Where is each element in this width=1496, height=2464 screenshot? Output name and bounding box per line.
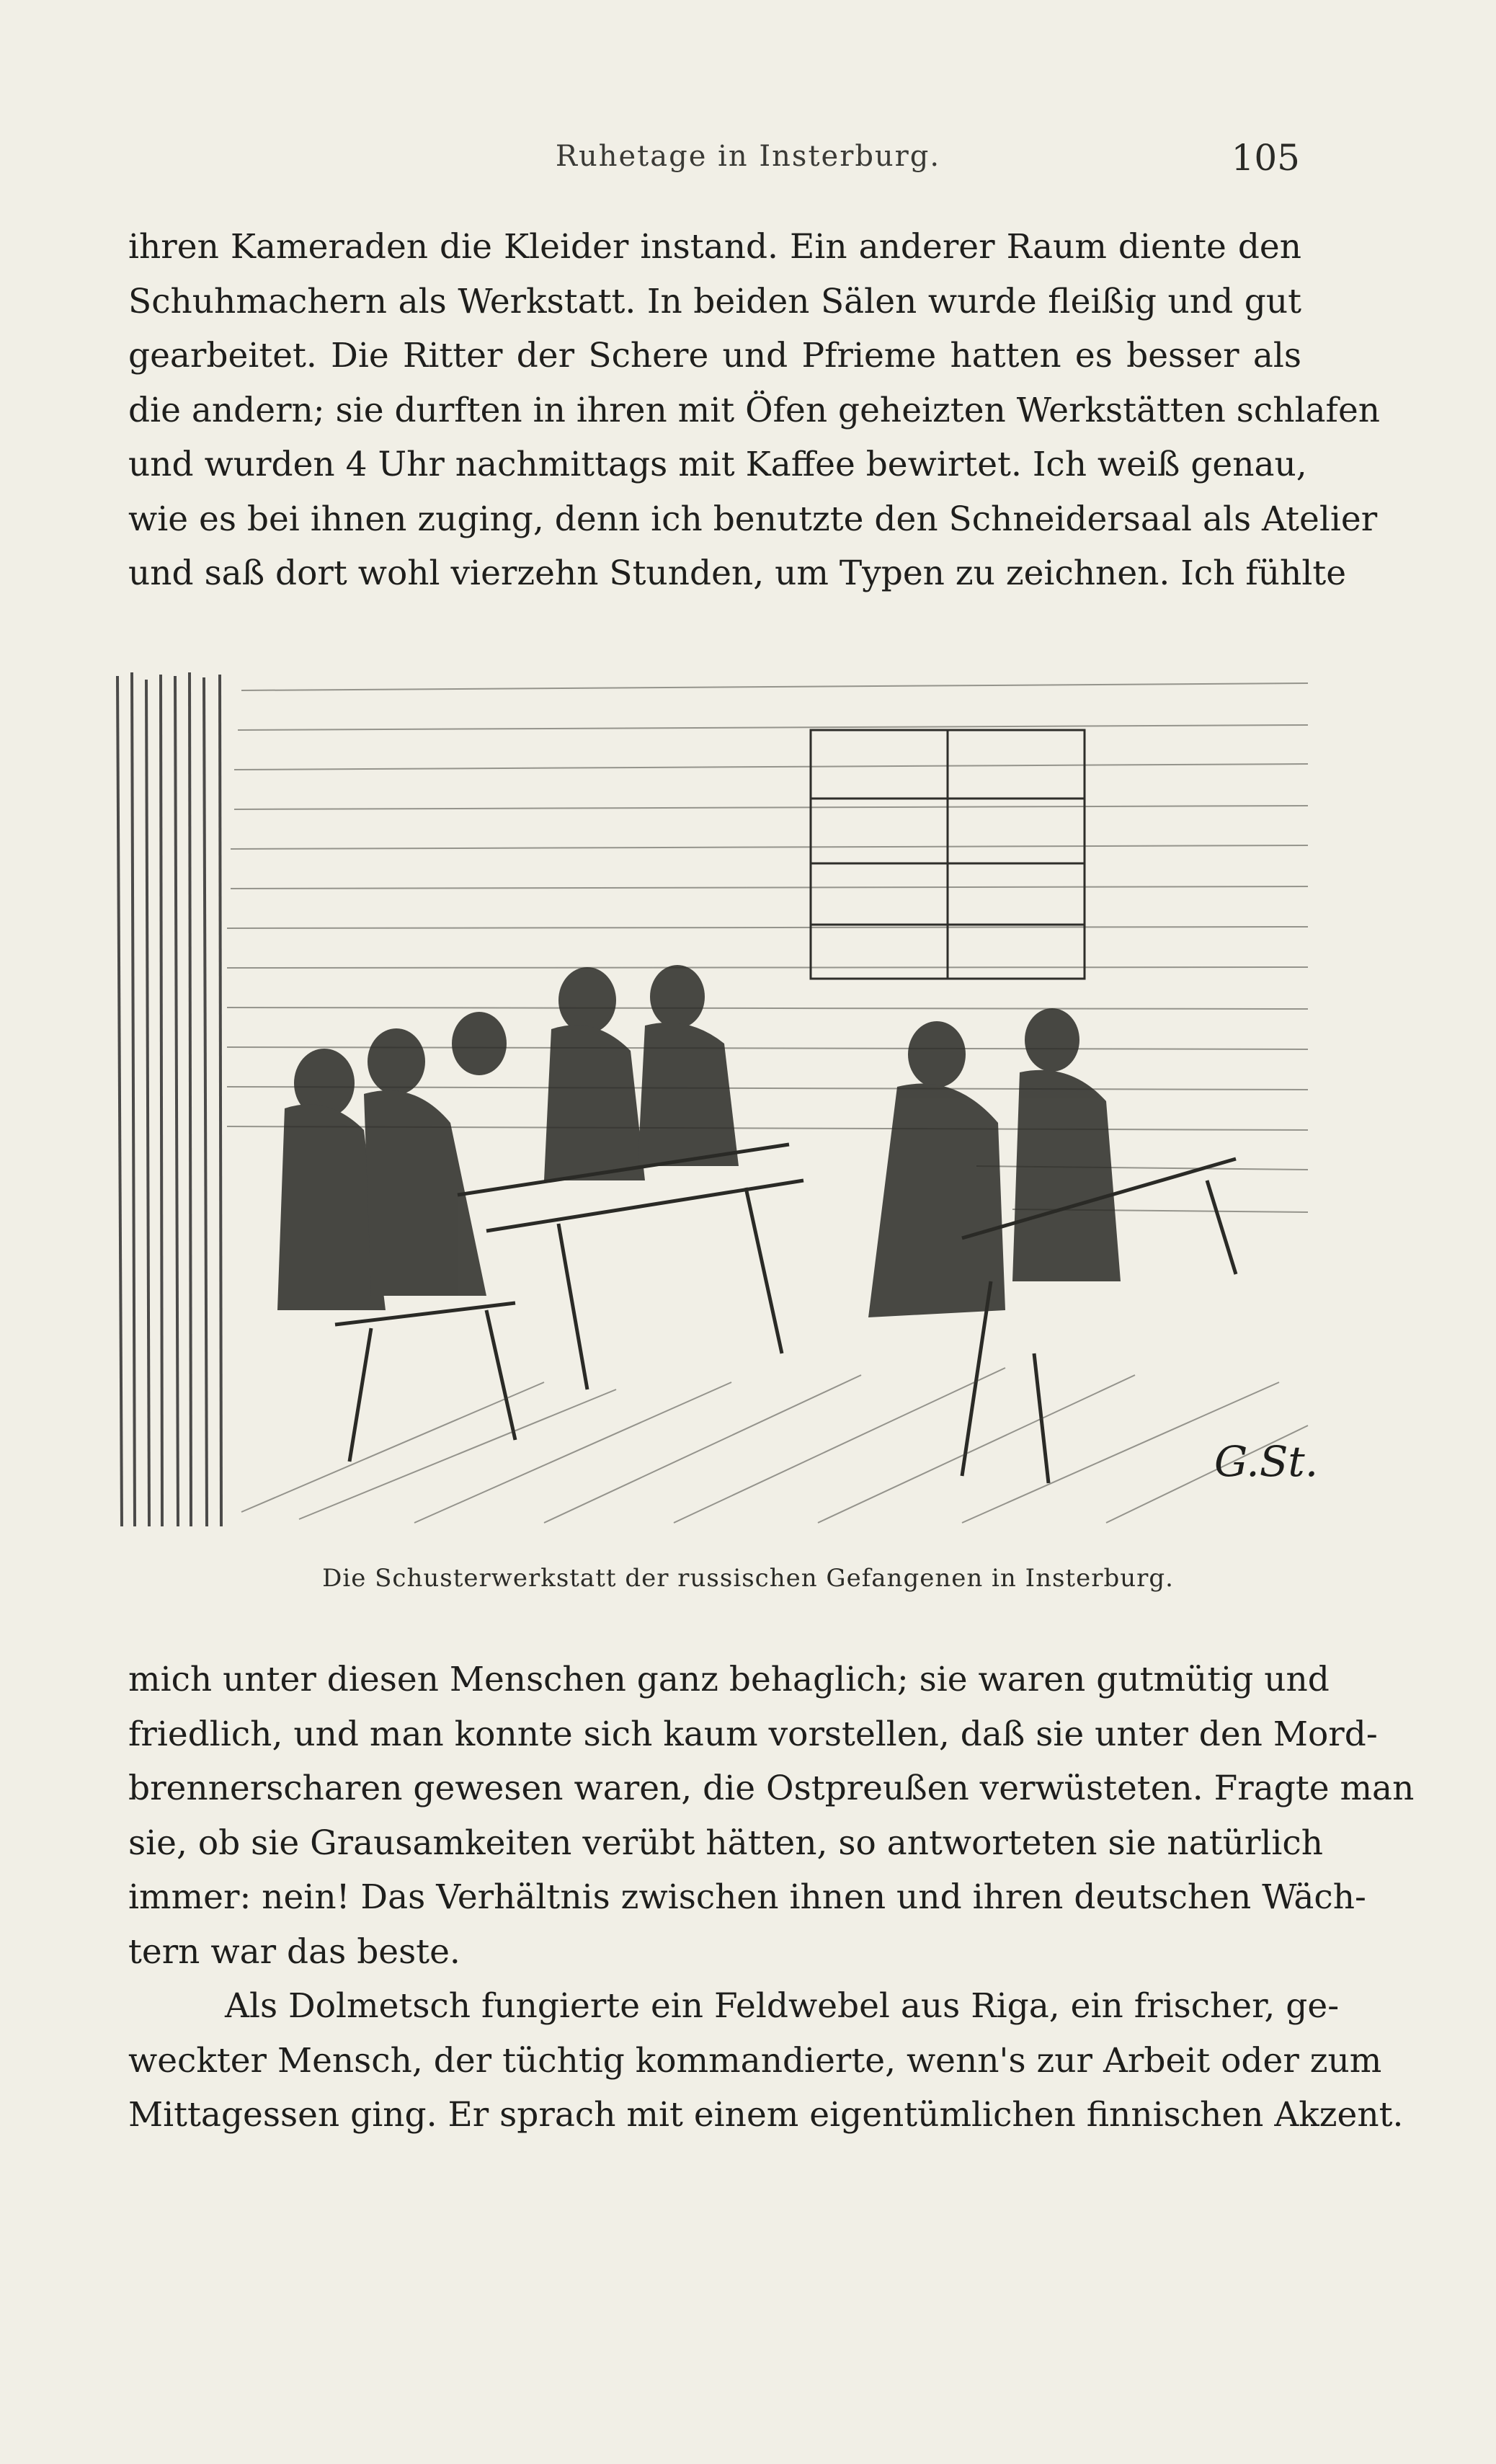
text-line: und wurden 4 Uhr nachmittags mit Kaffee bewirtet. Ich weiß genau,	[128, 445, 1307, 484]
illustration-caption: Die Schusterwerkstatt der russischen Gefangenen in Insterburg.	[322, 1564, 1174, 1593]
text-line: sie, ob sie Grausamkeiten verübt hätten, so antworteten sie natürlich	[128, 1823, 1323, 1863]
paragraph-bottom	[128, 1653, 1415, 2143]
paragraph-top	[128, 220, 1381, 601]
artist-signature: G.St.	[1214, 1437, 1319, 1486]
text-line: und saß dort wohl vierzehn Stunden, um Typen zu zeichnen. Ich fühlte	[128, 553, 1347, 593]
window	[811, 730, 1085, 979]
text-line: friedlich, und man konnte sich kaum vorstellen, daß sie unter den Mord-	[128, 1714, 1378, 1754]
workshop-illustration	[112, 662, 1322, 1541]
text-line: mich unter diesen Menschen ganz behaglich; sie waren gutmütig und	[128, 1660, 1330, 1699]
seated-figures	[277, 965, 1121, 1317]
running-title: Ruhetage in Insterburg.	[555, 140, 941, 173]
running-head	[0, 137, 1496, 187]
text-line: ihren Kameraden die Kleider instand. Ein anderer Raum diente den	[128, 227, 1301, 267]
text-line: immer: nein! Das Verhältnis zwischen ihnen und ihren deutschen Wäch-	[128, 1877, 1366, 1917]
page-number: 105	[1231, 137, 1300, 179]
sketch-drawing	[112, 662, 1322, 1541]
text-line: die andern; sie durften in ihren mit Öfen geheizten Werkstätten schlafen	[128, 390, 1381, 430]
floor-hatching	[241, 1368, 1308, 1523]
curtain-left	[117, 672, 221, 1526]
text-line: Mittagessen ging. Er sprach mit einem eigentümlichen finnischen Akzent.	[128, 2095, 1404, 2135]
text-line: brennerscharen gewesen waren, die Ostpreußen verwüsteten. Fragte man	[128, 1769, 1415, 1808]
text-line: gearbeitet. Die Ritter der Schere und Pfrieme hatten es besser als	[128, 336, 1301, 375]
text-line: weckter Mensch, der tüchtig kommandierte, wenn's zur Arbeit oder zum	[128, 2040, 1382, 2081]
text-line: tern war das beste.	[128, 1931, 460, 1972]
text-line: wie es bei ihnen zuging, denn ich benutzte den Schneidersaal als Atelier	[128, 499, 1378, 539]
text-line: Schuhmachern als Werkstatt. In beiden Sälen wurde fleißig und gut	[128, 281, 1301, 321]
text-line: Als Dolmetsch fungierte ein Feldwebel aus Riga, ein frischer, ge-	[225, 1986, 1340, 2026]
